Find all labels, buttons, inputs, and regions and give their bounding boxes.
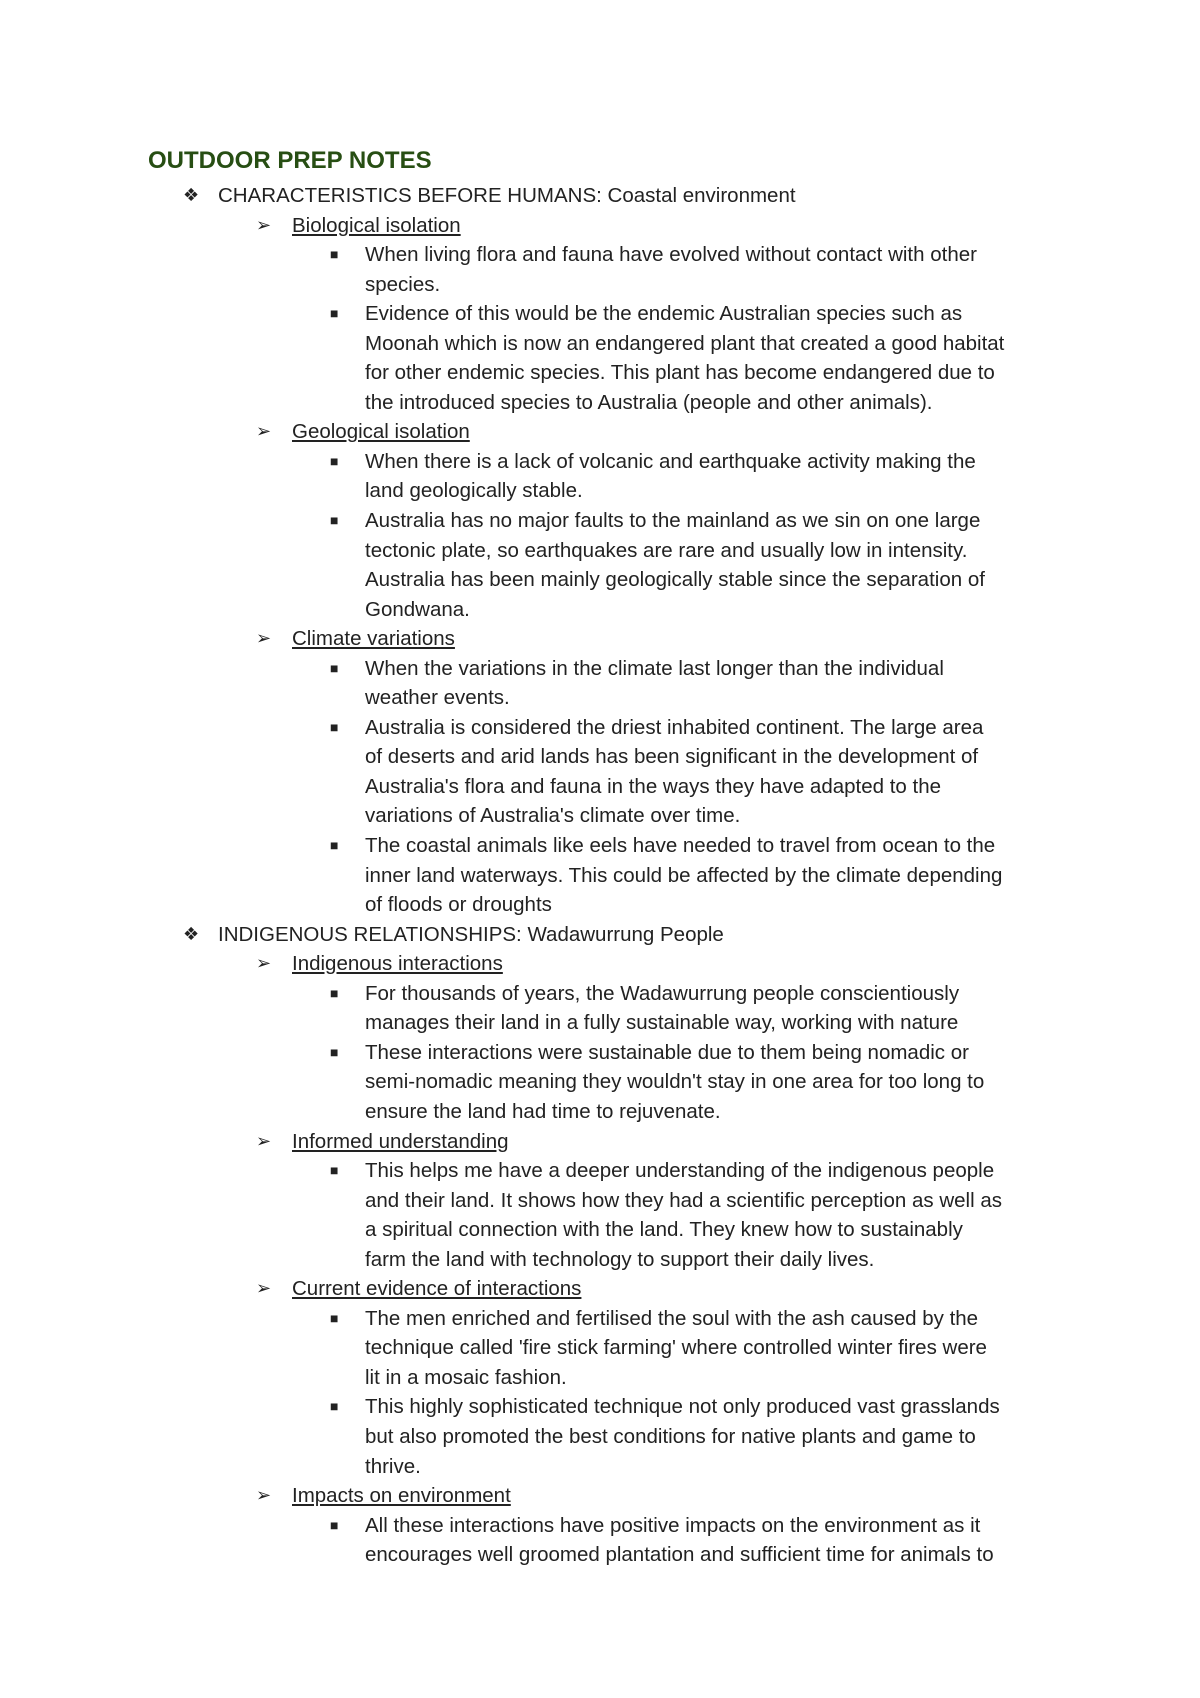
arrow-bullet-icon: ➢ <box>256 421 272 442</box>
subheading <box>0 1481 1200 1511</box>
square-bullet-icon: ■ <box>330 984 339 1001</box>
bullet-item <box>0 1304 1200 1393</box>
bullet-item <box>0 1038 1200 1127</box>
bullet-text-line: farm the land with technology to support their daily lives. <box>365 1247 875 1271</box>
arrow-bullet-icon: ➢ <box>256 953 272 974</box>
bullet-text-line: Australia has no major faults to the mainland as we sin on one large <box>365 509 981 533</box>
bullet-text-line: tectonic plate, so earthquakes are rare and usually low in intensity. <box>365 538 968 562</box>
bullet-text-line: Evidence of this would be the endemic Australian species such as <box>365 302 963 326</box>
bullet-item <box>0 506 1200 624</box>
subheading-label: Current evidence of interactions <box>292 1277 582 1301</box>
arrow-bullet-icon: ➢ <box>256 1485 272 1506</box>
bullet-item <box>0 1156 1200 1274</box>
section-heading-text: INDIGENOUS RELATIONSHIPS: Wadawurrung People <box>218 922 724 946</box>
bullet-text-line: Australia has been mainly geologically stable since the separation of <box>365 568 985 592</box>
subheading <box>0 949 1200 979</box>
bullet-text-line: The men enriched and fertilised the soul with the ash caused by the <box>365 1306 979 1330</box>
bullet-item <box>0 240 1200 299</box>
bullet-text-line: semi-nomadic meaning they wouldn't stay in one area for too long to <box>365 1070 985 1094</box>
bullet-text-line: ensure the land had time to rejuvenate. <box>365 1099 721 1123</box>
bullet-item <box>0 1392 1200 1481</box>
bullet-text-line: All these interactions have positive impacts on the environment as it <box>365 1513 981 1537</box>
bullet-text-line: Australia is considered the driest inhabited continent. The large area <box>365 715 984 739</box>
square-bullet-icon: ■ <box>330 1043 339 1060</box>
bullet-item <box>0 713 1200 831</box>
bullet-text-line: encourages well groomed plantation and sufficient time for animals to <box>365 1543 994 1567</box>
subheading <box>0 624 1200 654</box>
square-bullet-icon: ■ <box>330 1398 339 1415</box>
bullet-text-line: When there is a lack of volcanic and earthquake activity making the <box>365 449 976 473</box>
section-heading-text: CHARACTERISTICS BEFORE HUMANS: Coastal environment <box>218 184 796 207</box>
bullet-item <box>0 831 1200 920</box>
bullet-text-line: The coastal animals like eels have needed to travel from ocean to the <box>365 834 996 858</box>
subheading-label: Biological isolation <box>292 213 461 237</box>
bullet-text-line: land geologically stable. <box>365 479 583 503</box>
subheading-label: Climate variations <box>292 627 455 651</box>
bullet-text-line: This highly sophisticated technique not only produced vast grasslands <box>365 1395 1000 1419</box>
bullet-text-line: This helps me have a deeper understanding of the indigenous people <box>365 1159 995 1183</box>
bullet-item <box>0 979 1200 1038</box>
square-bullet-icon: ■ <box>330 1162 339 1179</box>
bullet-text-line: thrive. <box>365 1454 421 1478</box>
bullet-text-line: of deserts and arid lands has been significant in the development of <box>365 745 979 769</box>
section-heading <box>0 920 1200 950</box>
arrow-bullet-icon: ➢ <box>256 628 272 649</box>
subheading <box>0 417 1200 447</box>
bullet-text-line: technique called 'fire stick farming' where controlled winter fires were <box>365 1336 987 1360</box>
subheading <box>0 1274 1200 1304</box>
square-bullet-icon: ■ <box>330 452 339 469</box>
bullet-text-line: a spiritual connection with the land. They knew how to sustainably <box>365 1218 963 1242</box>
bullet-text-line: manages their land in a fully sustainable way, working with nature <box>365 1011 959 1035</box>
square-bullet-icon: ■ <box>330 1309 339 1326</box>
bullet-text-line: Australia's flora and fauna in the ways they have adapted to the <box>365 774 942 798</box>
bullet-text-line: the introduced species to Australia (people and other animals). <box>365 390 933 414</box>
subheading-label: Geological isolation <box>292 420 470 444</box>
square-bullet-icon: ■ <box>330 837 339 854</box>
bullet-text-line: inner land waterways. This could be affected by the climate depending <box>365 863 1003 887</box>
square-bullet-icon: ■ <box>330 305 339 322</box>
bullet-item <box>0 1511 1200 1570</box>
page-title: OUTDOOR PREP NOTES <box>148 147 432 174</box>
square-bullet-icon: ■ <box>330 246 339 263</box>
subheading <box>0 211 1200 241</box>
bullet-text-line: of floods or droughts <box>365 893 552 917</box>
bullet-text-line: When the variations in the climate last longer than the individual <box>365 656 944 680</box>
bullet-text-line: and their land. It shows how they had a scientific perception as well as <box>365 1188 1002 1212</box>
bullet-text-line: for other endemic species. This plant has become endangered due to <box>365 361 995 385</box>
bullet-text-line: Moonah which is now an endangered plant that created a good habitat <box>365 331 1005 355</box>
arrow-bullet-icon: ➢ <box>256 1278 272 1299</box>
bullet-text-line: species. <box>365 272 441 296</box>
subheading-label: Informed understanding <box>292 1129 509 1153</box>
bullet-text-line: For thousands of years, the Wadawurrung people conscientiously <box>365 981 960 1005</box>
section-heading <box>0 181 1200 211</box>
bullet-text-line: lit in a mosaic fashion. <box>365 1365 567 1389</box>
arrow-bullet-icon: ➢ <box>256 1130 272 1151</box>
bullet-text-line: Gondwana. <box>365 597 470 621</box>
square-bullet-icon: ■ <box>330 659 339 676</box>
subheading-label: Indigenous interactions <box>292 952 503 976</box>
notes-outline <box>0 181 1200 1570</box>
subheading <box>0 1127 1200 1157</box>
square-bullet-icon: ■ <box>330 1516 339 1533</box>
subheading-label: Impacts on environment <box>292 1484 511 1508</box>
square-bullet-icon: ■ <box>330 512 339 529</box>
bullet-text-line: These interactions were sustainable due to them being nomadic or <box>365 1040 969 1064</box>
diamond-bullet-icon: ❖ <box>183 185 200 205</box>
diamond-bullet-icon: ❖ <box>183 923 200 944</box>
arrow-bullet-icon: ➢ <box>256 214 272 235</box>
bullet-item <box>0 299 1200 417</box>
bullet-text-line: When living flora and fauna have evolved without contact with other <box>365 243 977 267</box>
square-bullet-icon: ■ <box>330 718 339 735</box>
bullet-text-line: but also promoted the best conditions for native plants and game to <box>365 1424 976 1448</box>
bullet-text-line: weather events. <box>365 686 510 710</box>
bullet-text-line: variations of Australia's climate over time. <box>365 804 741 828</box>
bullet-item <box>0 654 1200 713</box>
bullet-item <box>0 447 1200 506</box>
